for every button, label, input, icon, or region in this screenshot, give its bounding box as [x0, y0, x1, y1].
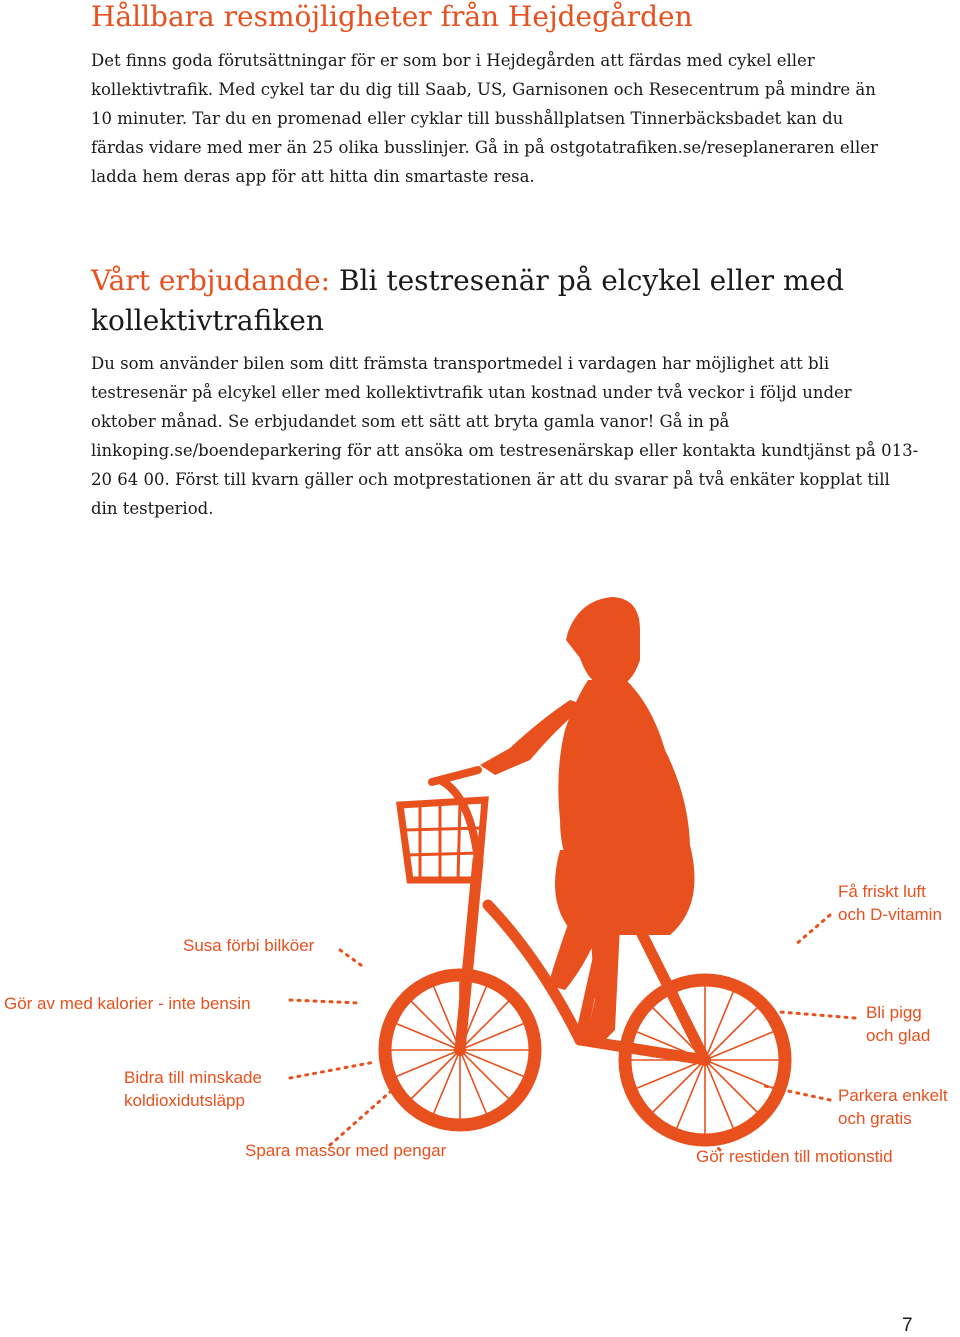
section2-body: Du som använder bilen som ditt främsta transportmedel i vardagen har möjlighet att bli testresenär på elcykel eller med kollektivtrafik utan kostnad under två veckor i följd under oktober månad. Se erbjudandet som ett sätt att bryta gamla vanor! Gå in på linkoping.se/boendeparkering för att ansöka om testresenärskap eller kontakta kundtjänst på 013-20 64 00. Först till kvarn gäller och motprestationen är att du svarar på två enkäter kopplat till din testperiod.	[91, 354, 919, 518]
callout-bidra-till-minskade	[124, 1066, 262, 1112]
section1-title: Hållbara resmöjligheter från Hejdegården	[91, 0, 693, 33]
callout-text: Spara massor med pengar	[245, 1141, 447, 1160]
callout-text: Bli pigg	[866, 1003, 922, 1022]
callout-text: Bidra till minskade	[124, 1068, 262, 1087]
callout-text-line2: och glad	[866, 1026, 931, 1045]
section2-title	[91, 261, 891, 341]
section1-body: Det finns goda förutsättningar för er som bor i Hejdegården att färdas med cykel eller kollektivtrafik. Med cykel tar du dig till Saab, US, Garnisonen och Resecentrum på mindre än 10 minuter. Tar du en promenad eller cyklar till busshållplatsen Tinnerbäcksbadet kan du färdas vidare med mer än 25 olika busslinjer. Gå in på ostgotatrafiken.se/reseplaneraren eller ladda hem deras app för att hitta din smartaste resa.	[91, 51, 878, 186]
callout-fa-friskt-luft	[838, 880, 942, 926]
page-number: 7	[902, 1315, 913, 1336]
callout-gor-av-med-kalorier	[4, 992, 251, 1015]
section2-title-main: Bli testresenär på elcykel eller med kollektivtrafiken	[91, 264, 845, 337]
callout-text: Parkera enkelt	[838, 1086, 948, 1105]
callout-text-line2: och gratis	[838, 1109, 912, 1128]
section2-title-accent: Vårt erbjudande:	[91, 264, 331, 297]
callout-text-line2: koldioxidutsläpp	[124, 1091, 245, 1110]
callout-text: Gör restiden till motionstid	[696, 1147, 893, 1166]
callout-susa-forbi-bilkoer	[183, 934, 314, 957]
callout-bli-pigg	[866, 1001, 930, 1047]
callout-text: Få friskt luft	[838, 882, 926, 901]
callout-text: Gör av med kalorier - inte bensin	[4, 994, 251, 1013]
callout-parkera-enkelt	[838, 1084, 948, 1130]
callout-text-line2: och D-vitamin	[838, 905, 942, 924]
callout-gor-restiden-till-motionstid	[696, 1145, 893, 1168]
callout-spara-massor-med-pengar	[245, 1139, 446, 1162]
callout-text: Susa förbi bilköer	[183, 936, 315, 955]
cyclist-illustration	[0, 580, 960, 1220]
